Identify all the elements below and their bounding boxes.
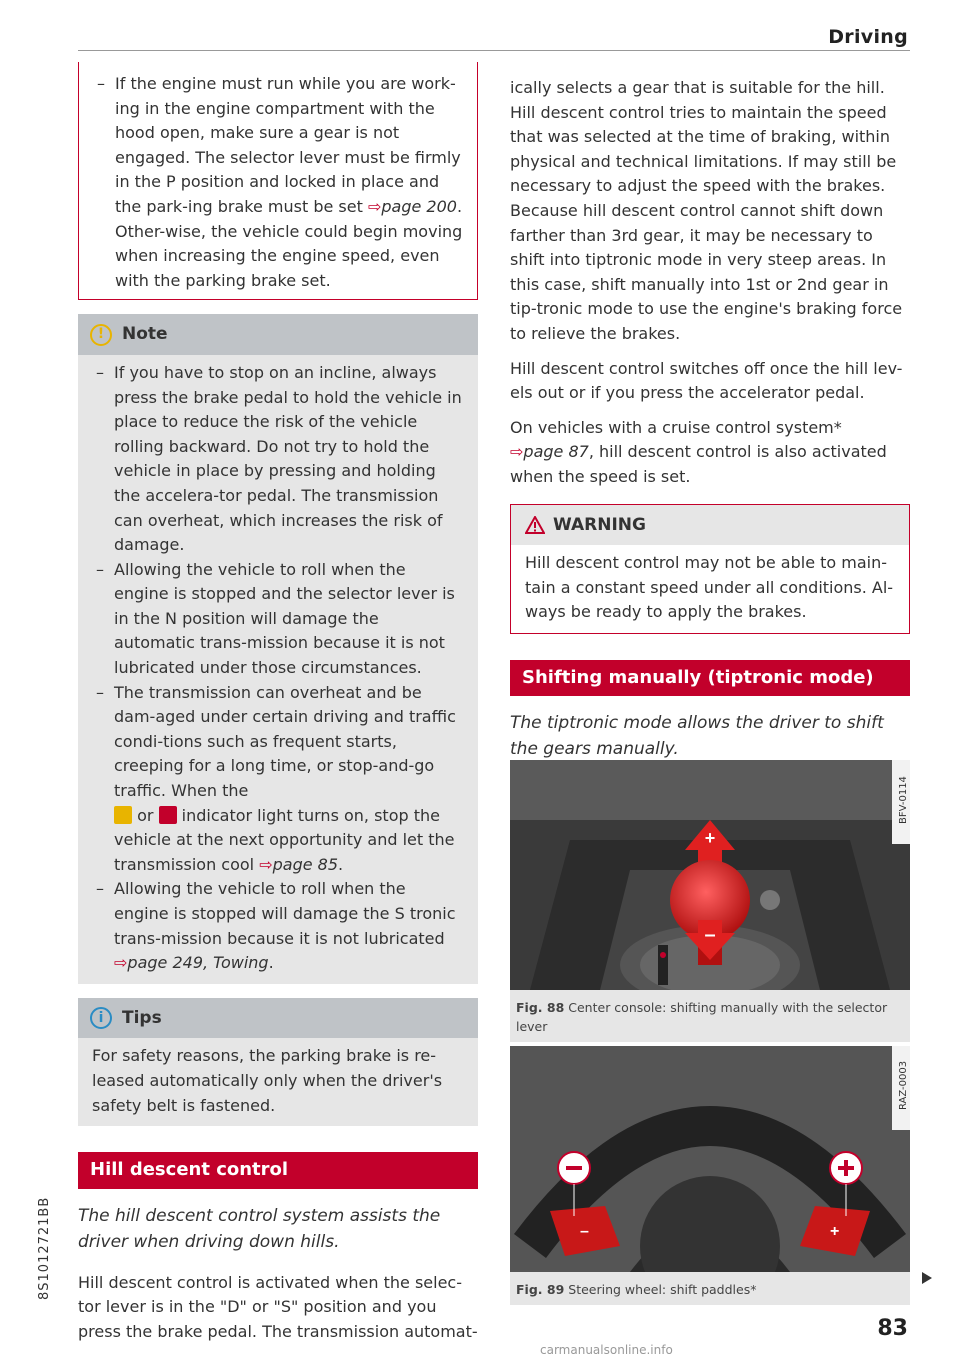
figure-code: BFV-0114 [898,776,909,824]
warning-triangle-icon [525,516,545,534]
tips-box [78,998,478,1126]
note-box [78,314,478,983]
figure-caption: Fig. 88 Center console: shifting manually with the selector lever [516,1000,888,1034]
warning-box [510,504,910,634]
red-indicator-icon [159,806,177,824]
plus-marker: + [704,828,716,848]
page-ref[interactable]: page 200 [381,196,457,216]
yellow-indicator-icon [114,806,132,824]
minus-paddle-label: – [580,1223,589,1240]
watermark: carmanualsonline.info [540,1343,673,1357]
section-title: Driving [828,26,908,48]
figure-caption: Fig. 89 Steering wheel: shift paddles* [516,1282,757,1297]
hill-descent-paragraph: Hill descent control is activated when the selec-tor lever is in the "D" or "S" position and you press the brake pedal. The transmission automat- [78,1272,478,1341]
hill-descent-heading: Hill descent control [78,1152,478,1189]
note-item: – The transmission can overheat and be dam-aged under certain driving and traffic condi-tions such as frequent starts, creeping for a long time, or stop-and-go traffic. When the or indicator light turns on, stop the vehicle at the next opportunity and let the transmission cool ⇨page 85. [92,681,464,878]
cruise-control-paragraph: On vehicles with a cruise control system* ⇨page 87, hill descent control is also activated when the speed is set. [510,417,887,486]
hill-descent-lead: The hill descent control system assists the driver when driving down hills. [78,1205,441,1252]
left-column [78,62,478,1355]
warning-item: – If the engine must run while you are work-ing in the engine compartment with the hood open, make sure a gear is not engaged. The selector lever must be firmly in the P position and locked in place and the park-ing brake must be set ⇨page 200. Other-wise, the vehicle could begin moving when increasing the engine speed, even with the parking brake set. [93,72,463,293]
warning-body: Hill descent control may not be able to main-tain a constant speed under all conditions. Al-ways be ready to apply the brakes. [525,553,894,622]
note-item: – If you have to stop on an incline, always press the brake pedal to hold the vehicle in place to reduce the risk of the vehicle rolling backward. Do not try to hold the vehicle in place by pressing and holding the accelera-tor pedal. The transmission can overheat, which increases the risk of damage. [92,361,464,558]
note-header: ! Note [78,314,478,355]
page-ref[interactable]: page 85 [272,854,339,874]
alert-circle-icon: ! [90,324,112,346]
tiptronic-lead: The tiptronic mode allows the driver to shift the gears manually. [510,713,884,760]
tiptronic-heading: Shifting manually (tiptronic mode) [510,660,910,697]
note-body [78,355,478,984]
figure-code: RAZ-0003 [898,1060,909,1110]
tips-body: For safety reasons, the parking brake is re-leased automatically only when the driver's safety belt is fastened. [78,1038,478,1126]
tips-header: i Tips [78,998,478,1039]
warning-continued-box [78,62,478,300]
hill-descent-paragraph-cont: ically selects a gear that is suitable for the hill. Hill descent control tries to maintain the speed that was selected at the time of braking, within physical and technical limitations. If may still be necessary to adjust the speed with the brakes. Because hill descent control cannot shift down farther than 3rd gear, it may be necessary to shift into tiptronic mode in very steep areas. In this case, shift manually into 1st or 2nd gear in tip-tronic mode to use the engine's braking force to relieve the brakes. [510,78,903,343]
right-column [510,76,910,778]
document-code: 8S1012721BB [37,1196,52,1300]
minus-marker: – [704,924,716,946]
page-number: 83 [877,1316,908,1341]
steering-wheel-image [510,1046,910,1272]
warning-header: WARNING [511,505,909,546]
note-item: – Allowing the vehicle to roll when the engine is stopped and the selector lever is in the N position will damage the automatic trans-mission because it is not lubricated under those circumstances. [92,558,464,681]
info-circle-icon: i [90,1007,112,1029]
figure-89 [510,1046,910,1305]
header-divider [78,50,910,51]
hill-descent-switch-off: Hill descent control switches off once the hill lev-els out or if you press the accelerator pedal. [510,358,903,403]
figure-88 [510,760,910,1042]
page-ref[interactable]: page 249, Towing [127,953,269,973]
plus-paddle-label: + [830,1223,840,1240]
note-item: – Allowing the vehicle to roll when the engine is stopped will damage the S tronic trans-mission because it is not lubricated ⇨page 249, Towing. [92,877,464,975]
continue-arrow-icon [922,1272,932,1284]
center-console-image [510,760,910,990]
page-ref[interactable]: page 87 [523,442,589,462]
